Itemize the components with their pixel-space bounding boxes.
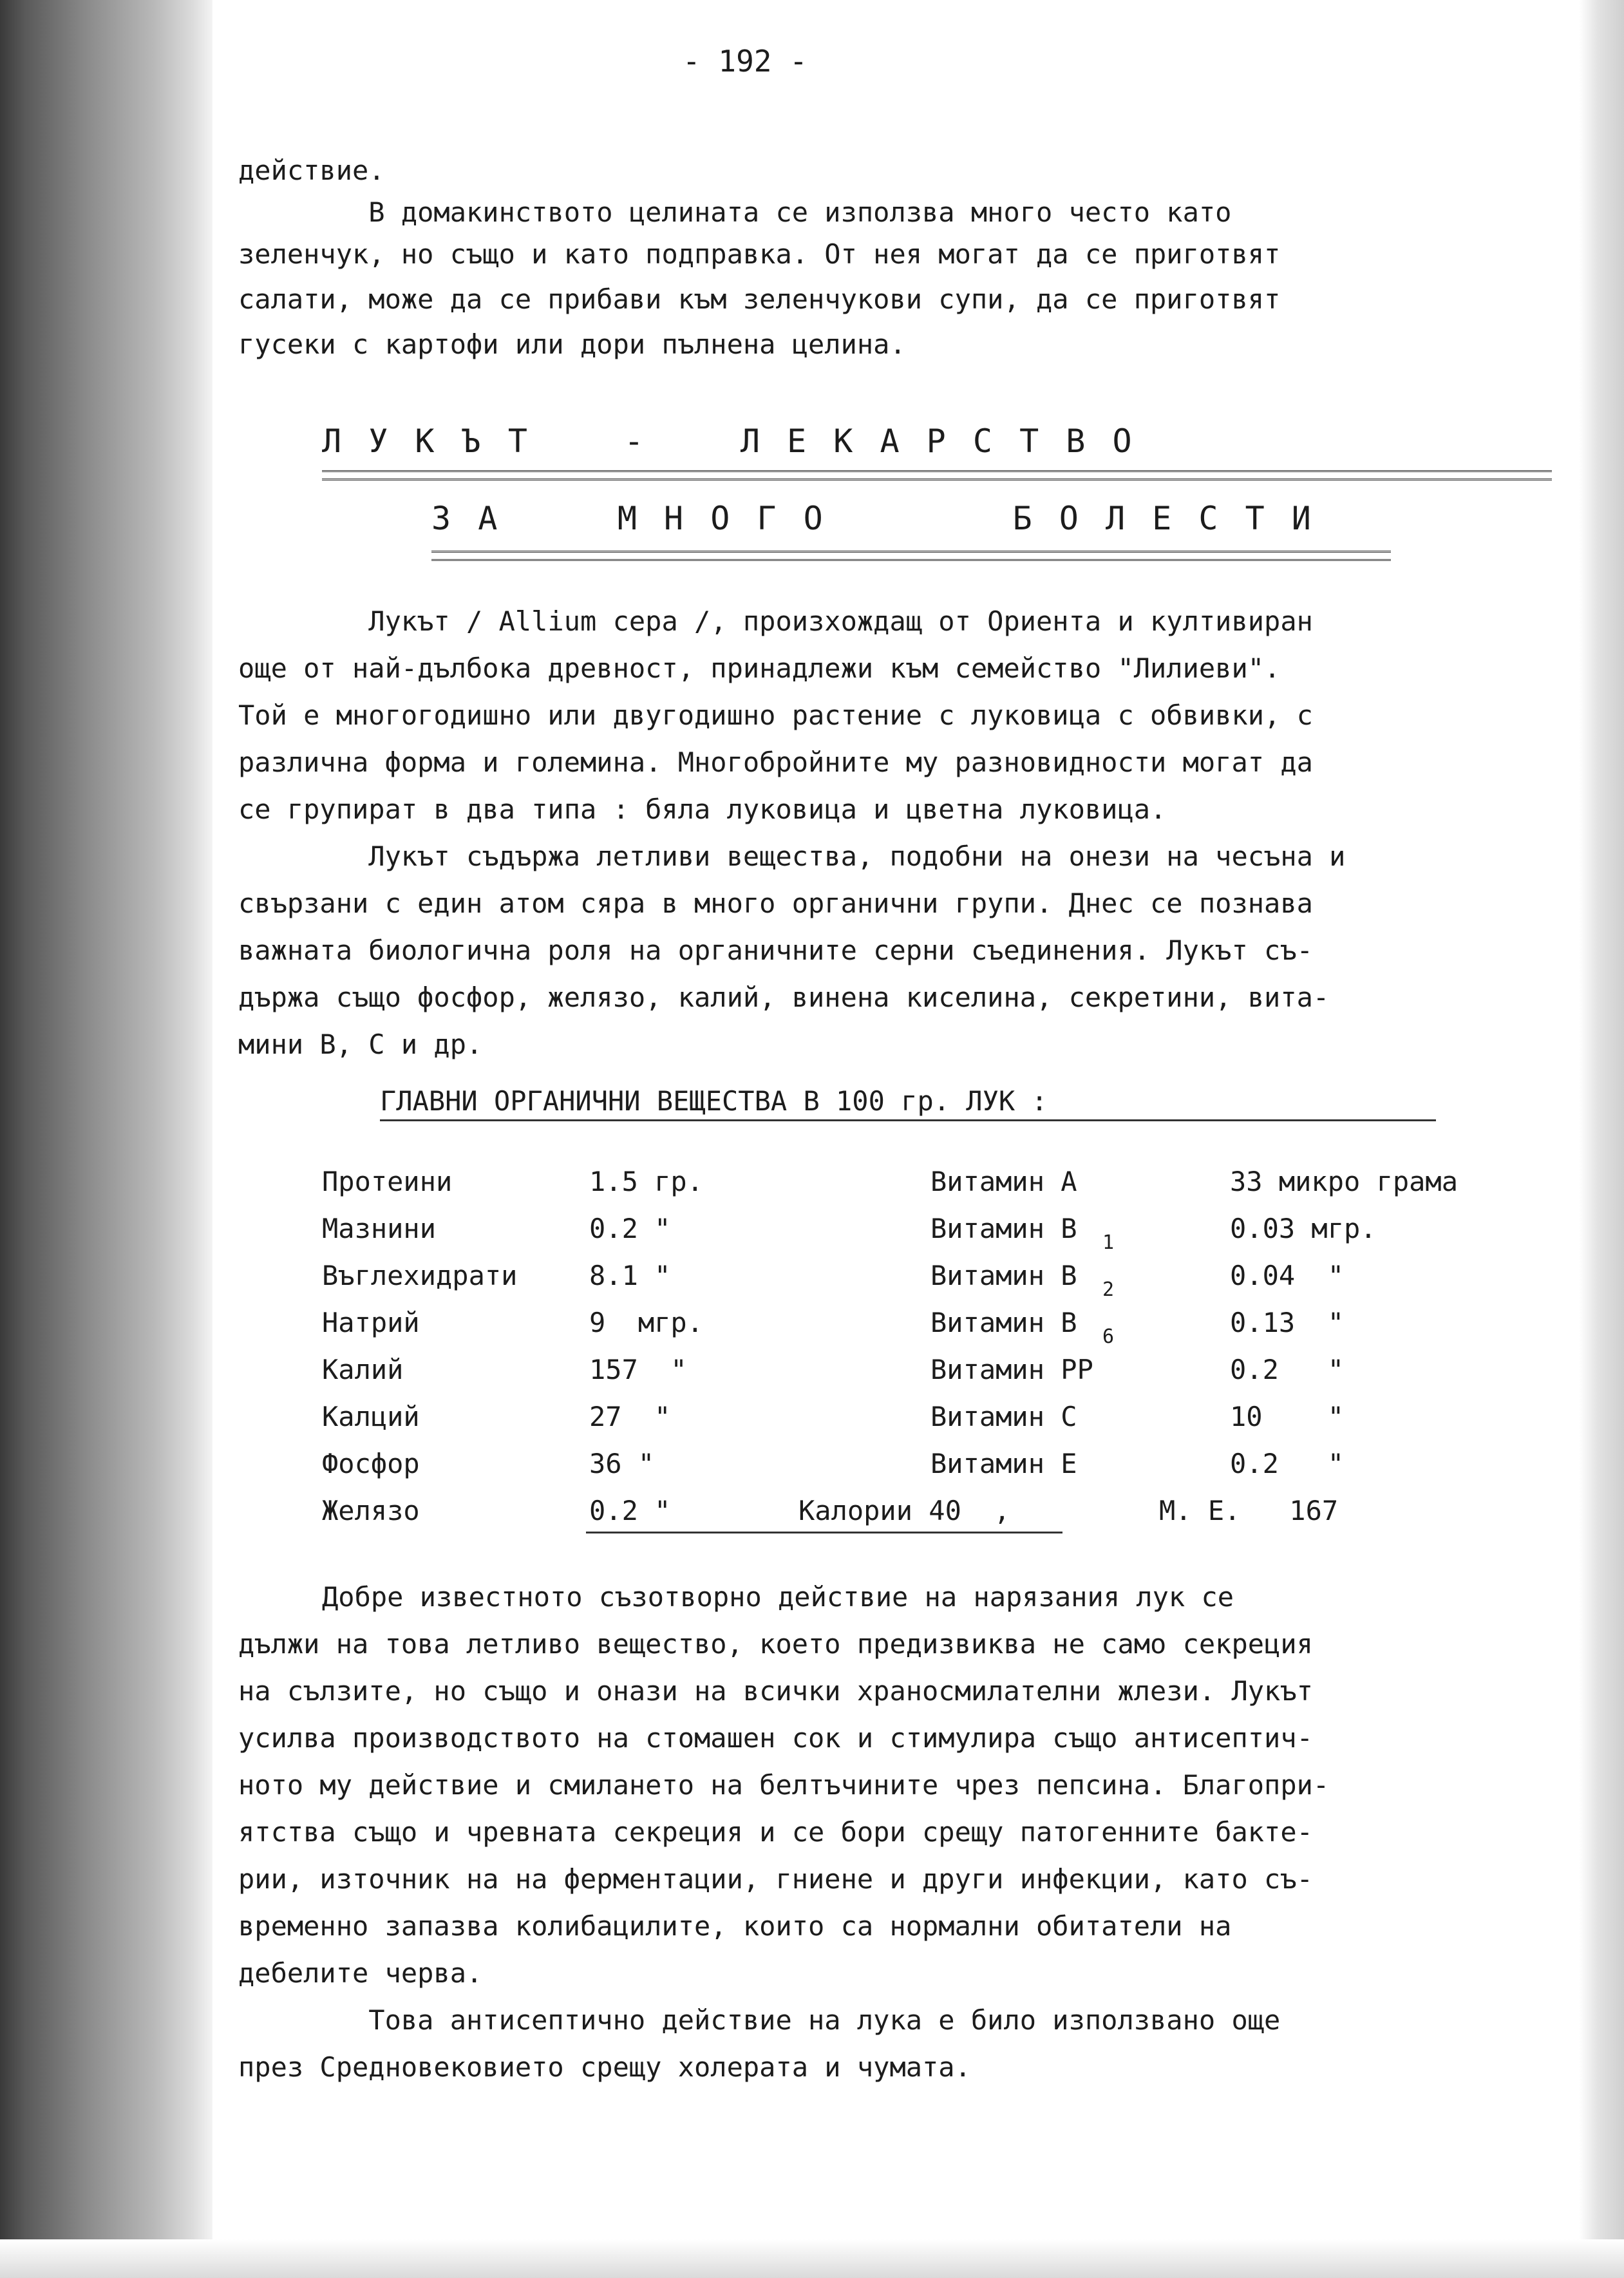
body1-line-1: Лукът / Allium сера /, произхождащ от Ориента и култивиран [238,605,1313,637]
nutrient-name: Калций [322,1401,420,1432]
nutrient-name: Мазнини [322,1213,437,1244]
nutrient-value: 27 " [589,1401,671,1432]
body1-line-10: мини В, С и др. [238,1029,483,1060]
vitamin-value: 0.04 " [1230,1260,1345,1291]
body2-line-4: усилва производството на стомашен сок и стимулира също антисептич- [238,1722,1313,1754]
nutrient-name: Калий [322,1354,404,1385]
body1-line-8: важната биологична роля на органичните серни съединения. Лукът съ- [238,935,1313,966]
nutrient-name: Протеини [322,1166,453,1197]
vitamin-subscript: 6 [1102,1325,1115,1348]
scan-page-edge-right [1579,0,1624,2278]
vitamin-subscript: 1 [1102,1231,1115,1254]
body1-line-6: Лукът съдържа летливи вещества, подобни на онези на чесъна и [238,840,1346,872]
vitamin-name: Витамин РР [930,1354,1093,1385]
body2-line-8: временно запазва колибацилите, които са нормални обитатели на [238,1910,1232,1942]
heading-rule-2 [431,551,1391,561]
table-title: ГЛАВНИ ОРГАНИЧНИ ВЕЩЕСТВА В 100 гр. ЛУК : [380,1085,1048,1117]
vitamin-name: Витамин Е [930,1448,1077,1479]
vitamin-name: Витамин А [930,1166,1077,1197]
nutrient-name: Натрий [322,1307,420,1338]
vitamin-name: Витамин В [930,1260,1077,1291]
body1-line-9: държа също фосфор, желязо, калий, винена киселина, секретини, вита- [238,982,1330,1013]
heading-line-2: З А М Н О Г О Б О Л Е С Т И [431,500,1315,537]
body1-line-5: се групират в два типа : бяла луковица и цветна луковица. [238,793,1167,825]
nutrient-value: 9 мгр. [589,1307,704,1338]
heading-line-1: Л У К Ъ Т - Л Е К А Р С Т В О [322,422,1136,460]
nutrient-name: Желязо [322,1495,420,1526]
vitamin-subscript: 2 [1102,1278,1115,1301]
body2-line-7: рии, източник на на ферментации, гниене и други инфекции, като съ- [238,1863,1313,1895]
scan-binding-shadow [0,0,212,2278]
vitamin-value: 0.13 " [1230,1307,1345,1338]
intro-line-1: В домакинството целината се използва много често като [238,196,1232,228]
intro-line-4: гусеки с картофи или дори пълнена целина. [238,328,906,360]
nutrient-value: 0.2 " [589,1213,671,1244]
nutrient-name: Въглехидрати [322,1260,518,1291]
scan-page-edge-bottom [0,2239,1624,2278]
nutrient-value: 0.2 " [589,1495,671,1526]
body1-line-4: различна форма и големина. Многобройните му разновидности могат да [238,746,1313,778]
body2-line-11: през Средновековието срещу холерата и чумата. [238,2051,971,2083]
table-bottom-underline [586,1532,1062,1533]
vitamin-value: 0.2 " [1230,1448,1345,1479]
nutrient-value: 157 " [589,1354,687,1385]
vitamin-name: Витамин С [930,1401,1077,1432]
body2-line-1: Добре известното съзотворно действие на нарязания лук се [322,1581,1234,1613]
calories-label: Калории 40 , [798,1495,1010,1526]
body2-line-3: на сълзите, но също и онази на всички храносмилателни жлези. Лукът [238,1675,1313,1707]
document-page [212,0,1578,2241]
body1-line-3: Той е многогодишно или двугодишно растение с луковица с обвивки, с [238,699,1313,731]
vitamin-name: Витамин В [930,1307,1077,1338]
vitamin-value: 10 " [1230,1401,1345,1432]
body2-line-6: ятства също и чревната секреция и се бори срещу патогенните бакте- [238,1816,1313,1848]
nutrient-value: 36 " [589,1448,655,1479]
me-value: М. Е. 167 [1159,1495,1339,1526]
body2-line-2: дължи на това летливо вещество, което предизвиква не само секреция [238,1628,1313,1660]
vitamin-name: Витамин В [930,1213,1077,1244]
body2-line-10: Това антисептично действие на лука е било използвано още [238,2004,1281,2036]
table-title-underline [380,1119,1436,1121]
vitamin-value: 33 микро грама [1230,1166,1459,1197]
vitamin-value: 0.2 " [1230,1354,1345,1385]
body1-line-7: свързани с един атом сяра в много органични групи. Днес се познава [238,887,1313,919]
nutrient-value: 1.5 гр. [589,1166,704,1197]
nutrient-value: 8.1 " [589,1260,671,1291]
page-number: - 192 - [683,44,807,79]
intro-line-2: зеленчук, но също и като подправка. От нея могат да се приготвят [238,238,1281,270]
intro-line-0: действие. [238,155,385,186]
intro-line-3: салати, може да се прибави към зеленчукови супи, да се приготвят [238,283,1281,315]
heading-rule-1 [322,470,1552,480]
body2-line-5: ното му действие и смилането на белтъчините чрез пепсина. Благопри- [238,1769,1330,1801]
body1-line-2: още от най-дълбока древност, принадлежи към семейство "Лилиеви". [238,652,1281,684]
body2-line-9: дебелите черва. [238,1957,483,1989]
nutrient-name: Фосфор [322,1448,420,1479]
vitamin-value: 0.03 мгр. [1230,1213,1377,1244]
